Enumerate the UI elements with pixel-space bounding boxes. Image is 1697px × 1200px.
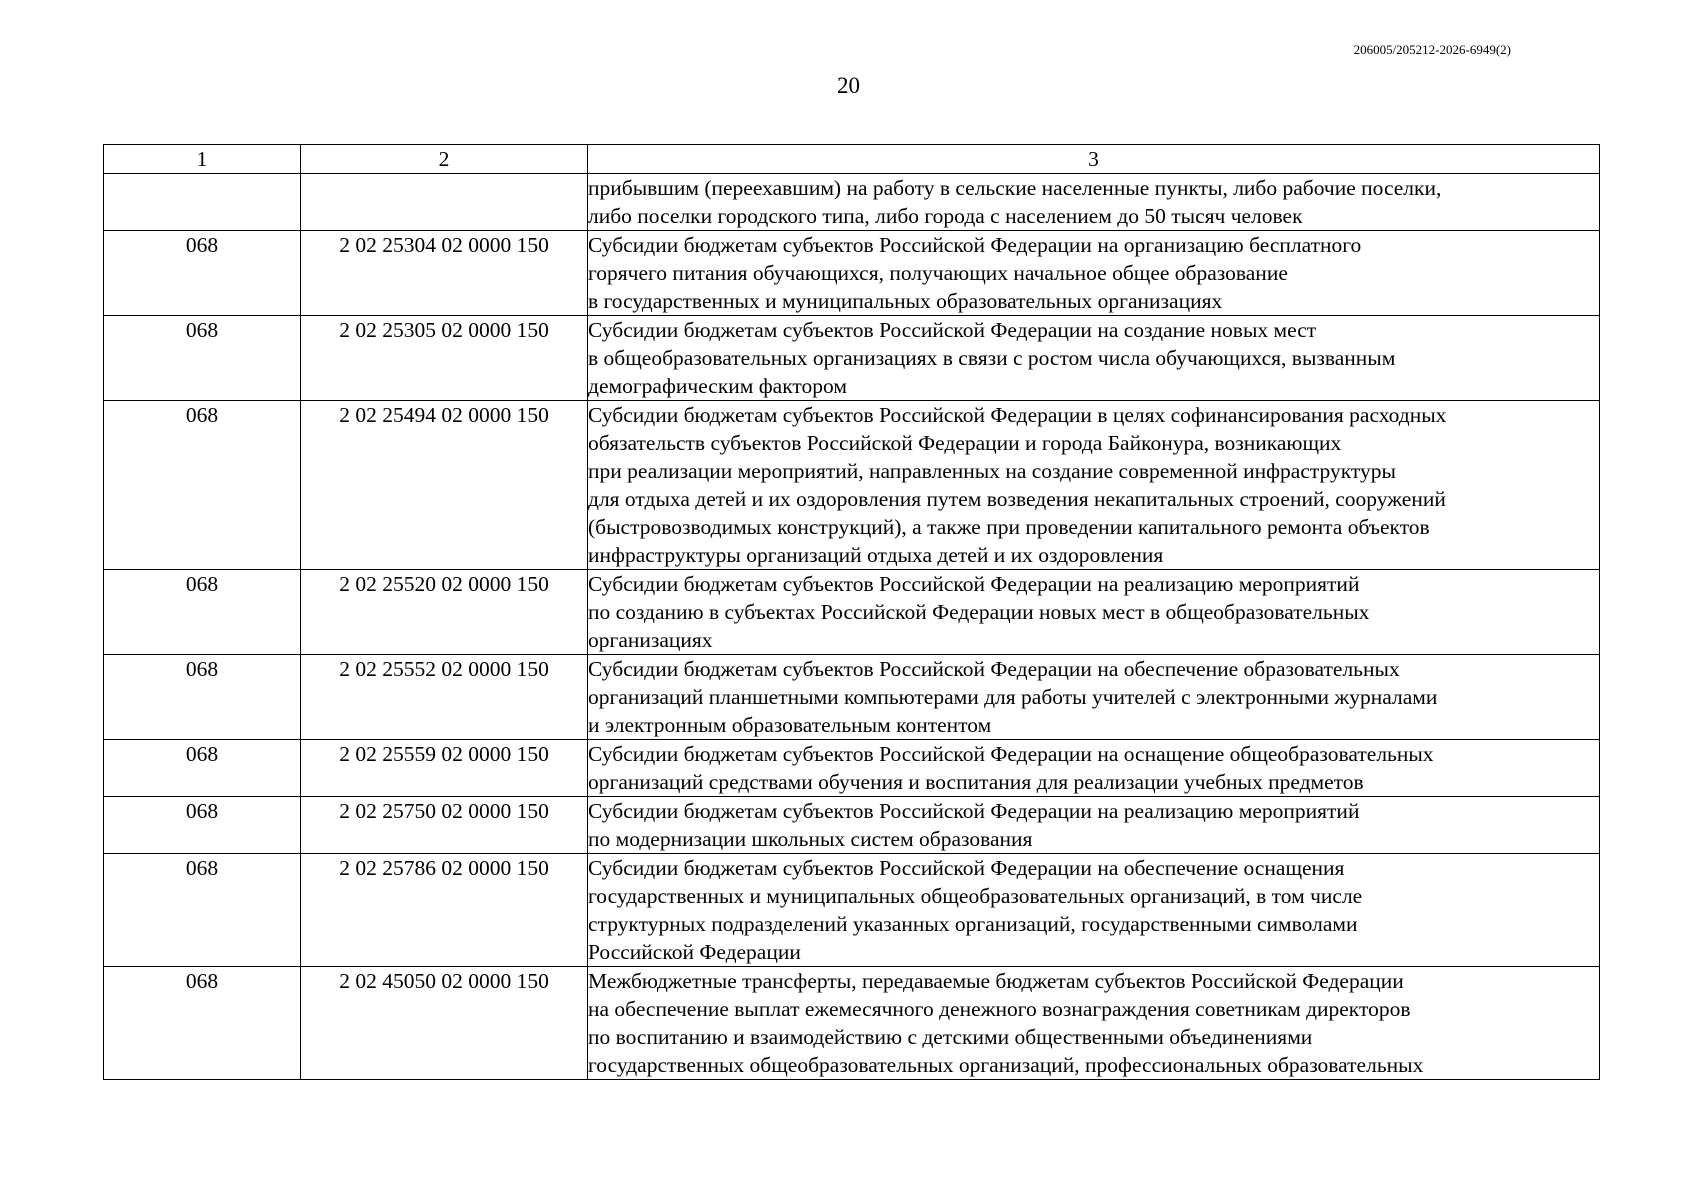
description-line: и электронным образовательным контентом — [588, 713, 992, 737]
budget-code-cell: 2 02 45050 02 0000 150 — [301, 967, 588, 1080]
description-line: в общеобразовательных организациях в связи с ростом числа обучающихся, вызванным — [588, 346, 1396, 370]
table-row — [104, 655, 1600, 740]
description-line: Межбюджетные трансферты, передаваемые бюджетам субъектов Российской Федерации — [588, 969, 1404, 993]
budget-code-cell: 2 02 25494 02 0000 150 — [301, 401, 588, 570]
description-line: государственных и муниципальных общеобразовательных организаций, в том числе — [588, 884, 1363, 908]
description-line: структурных подразделений указанных организаций, государственными символами — [588, 912, 1358, 936]
admin-code-cell: 068 — [104, 316, 301, 401]
description-cell — [588, 401, 1600, 570]
description-cell — [588, 231, 1600, 316]
description-line: Субсидии бюджетам субъектов Российской Федерации на организацию бесплатного — [588, 233, 1362, 257]
description-line: по модернизации школьных систем образования — [588, 827, 1033, 851]
description-cell — [588, 174, 1600, 231]
description-line: для отдыха детей и их оздоровления путем возведения некапитальных строений, сооружений — [588, 487, 1446, 511]
admin-code-cell: 068 — [104, 401, 301, 570]
budget-code-cell: 2 02 25559 02 0000 150 — [301, 740, 588, 797]
table-row — [104, 967, 1600, 1080]
table-body — [104, 174, 1600, 1080]
admin-code-cell: 068 — [104, 655, 301, 740]
description-line: Субсидии бюджетам субъектов Российской Федерации на оснащение общеобразовательных — [588, 742, 1434, 766]
description-cell — [588, 570, 1600, 655]
table-row — [104, 854, 1600, 967]
budget-code-cell: 2 02 25520 02 0000 150 — [301, 570, 588, 655]
description-cell — [588, 797, 1600, 854]
admin-code-cell: 068 — [104, 797, 301, 854]
description-line: организациях — [588, 628, 713, 652]
column-header-2: 2 — [301, 145, 588, 174]
table-header-row — [104, 145, 1600, 174]
description-line: организаций планшетными компьютерами для работы учителей с электронными журналами — [588, 685, 1438, 709]
description-cell — [588, 316, 1600, 401]
table-row — [104, 231, 1600, 316]
description-line: горячего питания обучающихся, получающих начальное общее образование — [588, 261, 1288, 285]
description-line: организаций средствами обучения и воспитания для реализации учебных предметов — [588, 770, 1364, 794]
admin-code-cell — [104, 174, 301, 231]
table-row — [104, 797, 1600, 854]
description-line: Субсидии бюджетам субъектов Российской Федерации на реализацию мероприятий — [588, 572, 1360, 596]
admin-code-cell: 068 — [104, 854, 301, 967]
description-line: по созданию в субъектах Российской Федерации новых мест в общеобразовательных — [588, 600, 1370, 624]
table-row — [104, 740, 1600, 797]
column-header-1: 1 — [104, 145, 301, 174]
description-cell — [588, 967, 1600, 1080]
budget-code-cell: 2 02 25786 02 0000 150 — [301, 854, 588, 967]
budget-code-cell: 2 02 25750 02 0000 150 — [301, 797, 588, 854]
admin-code-cell: 068 — [104, 740, 301, 797]
document-id: 206005/205212-2026-6949(2) — [1353, 42, 1511, 57]
budget-code-cell: 2 02 25305 02 0000 150 — [301, 316, 588, 401]
description-cell — [588, 854, 1600, 967]
column-header-3: 3 — [588, 145, 1600, 174]
admin-code-cell: 068 — [104, 231, 301, 316]
description-line: при реализации мероприятий, направленных на создание современной инфраструктуры — [588, 459, 1396, 483]
description-line: Субсидии бюджетам субъектов Российской Федерации на создание новых мест — [588, 318, 1317, 342]
description-line: либо поселки городского типа, либо города с населением до 50 тысяч человек — [588, 204, 1303, 228]
budget-code-cell: 2 02 25304 02 0000 150 — [301, 231, 588, 316]
page-number: 20 — [837, 73, 860, 98]
description-line: инфраструктуры организаций отдыха детей и их оздоровления — [588, 543, 1164, 567]
description-line: Субсидии бюджетам субъектов Российской Федерации на реализацию мероприятий — [588, 799, 1360, 823]
budget-code-cell: 2 02 25552 02 0000 150 — [301, 655, 588, 740]
description-line: Субсидии бюджетам субъектов Российской Федерации на обеспечение образовательных — [588, 657, 1400, 681]
description-line: Российской Федерации — [588, 940, 801, 964]
description-cell — [588, 740, 1600, 797]
description-line: обязательств субъектов Российской Федерации и города Байконура, возникающих — [588, 431, 1342, 455]
admin-code-cell: 068 — [104, 570, 301, 655]
admin-code-cell: 068 — [104, 967, 301, 1080]
table-row — [104, 174, 1600, 231]
description-line: на обеспечение выплат ежемесячного денежного вознаграждения советникам директоров — [588, 997, 1411, 1021]
budget-codes-table — [103, 144, 1600, 1080]
description-line: Субсидии бюджетам субъектов Российской Федерации в целях софинансирования расходных — [588, 403, 1447, 427]
description-cell — [588, 655, 1600, 740]
table-row — [104, 316, 1600, 401]
description-line: государственных общеобразовательных организаций, профессиональных образовательных — [588, 1053, 1424, 1077]
description-line: по воспитанию и взаимодействию с детскими общественными объединениями — [588, 1025, 1313, 1049]
budget-code-cell — [301, 174, 588, 231]
description-line: в государственных и муниципальных образовательных организациях — [588, 289, 1223, 313]
description-line: Субсидии бюджетам субъектов Российской Федерации на обеспечение оснащения — [588, 856, 1345, 880]
description-line: прибывшим (переехавшим) на работу в сельские населенные пункты, либо рабочие поселки, — [588, 176, 1442, 200]
table-row — [104, 570, 1600, 655]
description-line: (быстровозводимых конструкций), а также при проведении капитального ремонта объектов — [588, 515, 1430, 539]
description-line: демографическим фактором — [588, 374, 847, 398]
table-row — [104, 401, 1600, 570]
